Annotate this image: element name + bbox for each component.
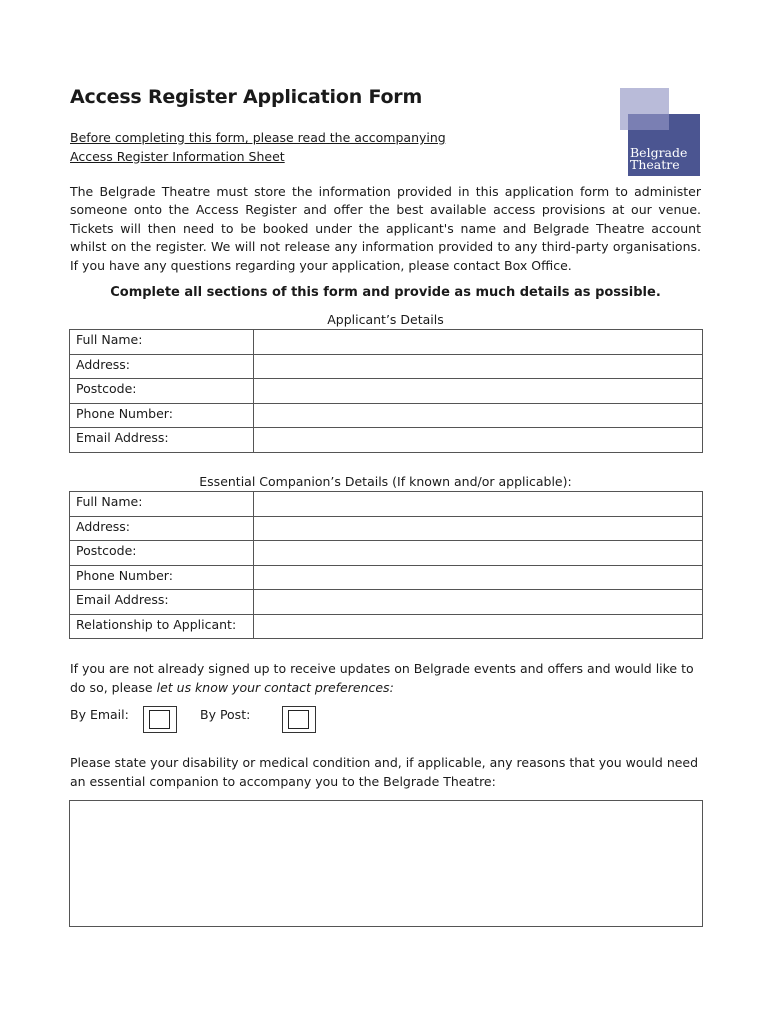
table-row [70, 541, 703, 566]
logo-text-line-2: Theatre [630, 157, 680, 172]
field-label: Email Address: [70, 428, 254, 453]
field-label: Phone Number: [70, 403, 254, 428]
companion-phone-input[interactable] [254, 565, 703, 590]
field-label: Address: [70, 354, 254, 379]
field-label: Postcode: [70, 541, 254, 566]
applicant-details-table [69, 329, 703, 453]
table-row [70, 614, 703, 639]
field-label: Email Address: [70, 590, 254, 615]
applicant-caption: Applicant’s Details [327, 312, 444, 327]
by-email-checkbox[interactable] [143, 706, 177, 733]
field-label: Relationship to Applicant: [70, 614, 254, 639]
disability-details-textarea[interactable] [69, 800, 703, 927]
intro-line-2: Access Register Information Sheet [70, 148, 285, 164]
table-row [70, 403, 703, 428]
field-label: Address: [70, 516, 254, 541]
disability-question: Please state your disability or medical condition and, if applicable, any reasons that you would need an essential companion to accompany you to the Belgrade Theatre: [70, 755, 699, 789]
logo-text [630, 147, 698, 171]
applicant-address-input[interactable] [254, 354, 703, 379]
belgrade-theatre-logo [620, 88, 702, 178]
table-row [70, 565, 703, 590]
companion-full-name-input[interactable] [254, 492, 703, 517]
companion-email-input[interactable] [254, 590, 703, 615]
companion-postcode-input[interactable] [254, 541, 703, 566]
field-label: Full Name: [70, 330, 254, 355]
by-email-label: By Email: [70, 707, 129, 722]
instruction-text: Complete all sections of this form and provide as much details as possible. [110, 285, 661, 300]
table-row [70, 492, 703, 517]
intro-line-1: Before completing this form, please read the accompanying [70, 130, 446, 145]
table-row [70, 590, 703, 615]
by-post-checkbox[interactable] [282, 706, 316, 733]
companion-details-table [69, 491, 703, 639]
logo-text-line-1: Belgrade [630, 145, 688, 160]
applicant-phone-input[interactable] [254, 403, 703, 428]
applicant-email-input[interactable] [254, 428, 703, 453]
updates-text-main: If you are not already signed up to receive updates on Belgrade events and offers and would like to do so, please [70, 661, 694, 695]
table-row [70, 354, 703, 379]
field-label: Phone Number: [70, 565, 254, 590]
companion-address-input[interactable] [254, 516, 703, 541]
companion-caption: Essential Companion’s Details (If known and/or applicable): [199, 474, 572, 489]
companion-relationship-input[interactable] [254, 614, 703, 639]
form-title: Access Register Application Form [70, 86, 423, 108]
updates-text [70, 659, 701, 697]
applicant-postcode-input[interactable] [254, 379, 703, 404]
field-label: Full Name: [70, 492, 254, 517]
table-row [70, 428, 703, 453]
privacy-paragraph: The Belgrade Theatre must store the information provided in this application form to administer someone onto the Access Register and offer the best available access provisions at our venue. Tickets will then need to be booked under the applicant's name and Belgrade Theatre account whilst on the register. We will not release any information provided to any third-party organisations. If you have any questions regarding your application, please contact Box Office. [70, 184, 701, 273]
table-row [70, 330, 703, 355]
table-row [70, 379, 703, 404]
intro-link-text[interactable] [70, 129, 446, 166]
applicant-full-name-input[interactable] [254, 330, 703, 355]
updates-text-italic: let us know your contact preferences: [156, 680, 394, 695]
field-label: Postcode: [70, 379, 254, 404]
table-row [70, 516, 703, 541]
by-post-label: By Post: [200, 707, 251, 722]
